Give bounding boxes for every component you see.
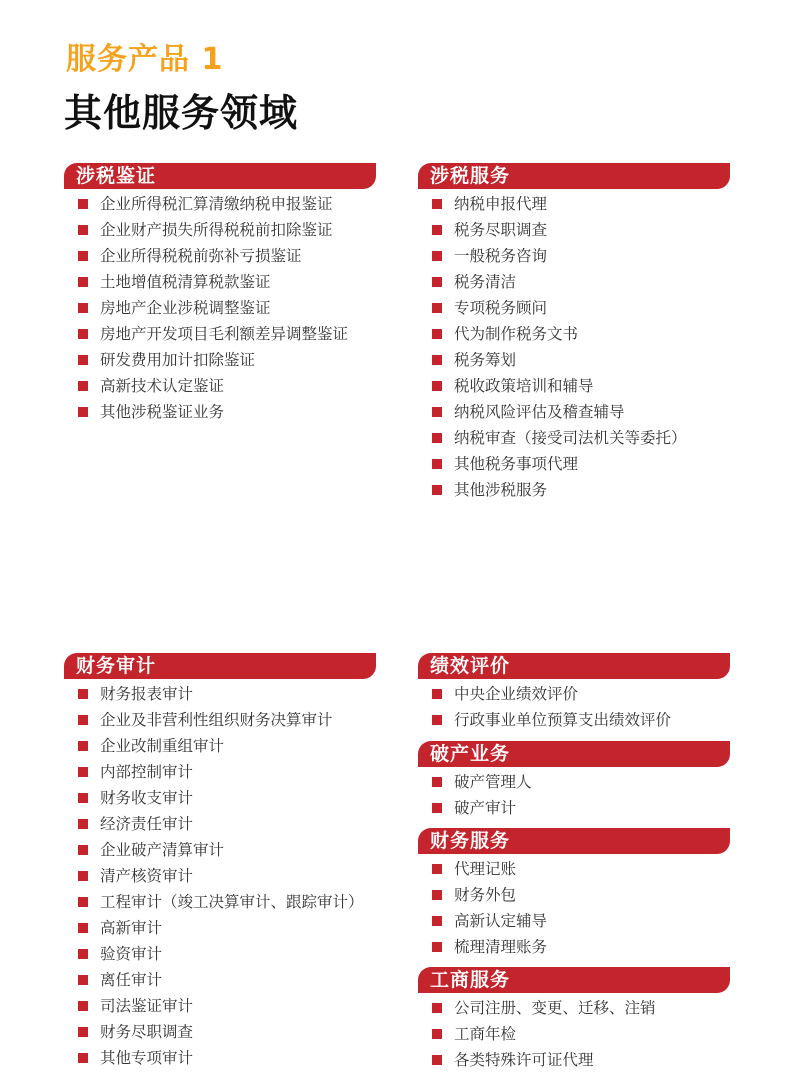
- square-bullet-icon: [78, 715, 88, 725]
- square-bullet-icon: [78, 767, 88, 777]
- square-bullet-icon: [78, 251, 88, 261]
- section-header: 涉税鉴证: [64, 163, 376, 189]
- square-bullet-icon: [78, 355, 88, 365]
- list-item: [64, 707, 376, 733]
- square-bullet-icon: [432, 485, 442, 495]
- list-item: [64, 321, 376, 347]
- square-bullet-icon: [78, 1027, 88, 1037]
- list-item: [418, 1047, 730, 1073]
- square-bullet-icon: [432, 942, 442, 952]
- section-header: 工商服务: [418, 967, 730, 993]
- list-item-label: 研发费用加计扣除鉴证: [100, 351, 256, 369]
- list-item-label: 一般税务咨询: [454, 247, 548, 265]
- square-bullet-icon: [432, 890, 442, 900]
- square-bullet-icon: [78, 845, 88, 855]
- section-items: [64, 681, 376, 1071]
- square-bullet-icon: [432, 803, 442, 813]
- list-item: [418, 217, 730, 243]
- square-bullet-icon: [78, 1053, 88, 1063]
- list-item: [64, 295, 376, 321]
- list-item-label: 梳理清理账务: [454, 938, 548, 956]
- list-item-label: 破产审计: [454, 799, 517, 817]
- list-item-label: 清产核资审计: [100, 867, 194, 885]
- section-items: [418, 856, 730, 960]
- list-item: [418, 769, 730, 795]
- square-bullet-icon: [78, 793, 88, 803]
- list-item: [64, 399, 376, 425]
- list-item: [418, 451, 730, 477]
- section-bankruptcy: [418, 741, 730, 821]
- list-item-label: 土地增值税清算税款鉴证: [100, 273, 271, 291]
- list-item-label: 企业所得税汇算清缴纳税申报鉴证: [100, 195, 333, 213]
- list-item-label: 中央企业绩效评价: [454, 685, 579, 703]
- section-tax-services: [418, 163, 730, 503]
- square-bullet-icon: [78, 1001, 88, 1011]
- list-item: [64, 681, 376, 707]
- square-bullet-icon: [78, 407, 88, 417]
- list-item-label: 财务报表审计: [100, 685, 194, 703]
- list-item: [64, 373, 376, 399]
- square-bullet-icon: [78, 949, 88, 959]
- list-item: [418, 934, 730, 960]
- list-item: [64, 269, 376, 295]
- list-item-label: 房地产企业涉税调整鉴证: [100, 299, 271, 317]
- list-item: [64, 811, 376, 837]
- list-item-label: 纳税申报代理: [454, 195, 548, 213]
- list-item: [418, 373, 730, 399]
- square-bullet-icon: [432, 329, 442, 339]
- list-item-label: 内部控制审计: [100, 763, 194, 781]
- square-bullet-icon: [432, 355, 442, 365]
- list-item: [418, 995, 730, 1021]
- list-item-label: 行政事业单位预算支出绩效评价: [454, 711, 672, 729]
- list-item: [64, 1045, 376, 1071]
- section-header: 涉税服务: [418, 163, 730, 189]
- list-item: [64, 759, 376, 785]
- square-bullet-icon: [432, 407, 442, 417]
- list-item: [418, 1021, 730, 1047]
- list-item-label: 代为制作税务文书: [454, 325, 579, 343]
- list-item: [418, 295, 730, 321]
- square-bullet-icon: [432, 381, 442, 391]
- list-item: [64, 915, 376, 941]
- list-item-label: 企业财产损失所得税税前扣除鉴证: [100, 221, 333, 239]
- list-item-label: 工商年检: [454, 1025, 517, 1043]
- list-item: [418, 399, 730, 425]
- list-item-label: 高新认定辅导: [454, 912, 548, 930]
- square-bullet-icon: [432, 777, 442, 787]
- list-item: [418, 243, 730, 269]
- list-item: [418, 707, 730, 733]
- section-performance-evaluation: [418, 653, 730, 733]
- list-item-label: 代理记账: [454, 860, 517, 878]
- square-bullet-icon: [432, 433, 442, 443]
- list-item-label: 离任审计: [100, 971, 163, 989]
- list-item: [64, 1019, 376, 1045]
- square-bullet-icon: [78, 871, 88, 881]
- list-item: [418, 908, 730, 934]
- square-bullet-icon: [78, 897, 88, 907]
- section-tax-verification: [64, 163, 376, 425]
- square-bullet-icon: [432, 1029, 442, 1039]
- list-item-label: 其他税务事项代理: [454, 455, 579, 473]
- list-item-label: 其他涉税服务: [454, 481, 548, 499]
- list-item-label: 税务筹划: [454, 351, 517, 369]
- section-items: [418, 995, 730, 1073]
- section-header: 财务审计: [64, 653, 376, 679]
- section-financial-audit: [64, 653, 376, 1071]
- square-bullet-icon: [432, 199, 442, 209]
- list-item: [418, 347, 730, 373]
- list-item: [64, 733, 376, 759]
- list-item: [418, 425, 730, 451]
- list-item: [64, 993, 376, 1019]
- list-item-label: 企业改制重组审计: [100, 737, 225, 755]
- list-item: [64, 837, 376, 863]
- section-items: [418, 191, 730, 503]
- list-item-label: 纳税风险评估及稽查辅导: [454, 403, 625, 421]
- list-item: [418, 856, 730, 882]
- list-item-label: 高新技术认定鉴证: [100, 377, 225, 395]
- square-bullet-icon: [432, 277, 442, 287]
- list-item-label: 税务清洁: [454, 273, 517, 291]
- list-item-label: 验资审计: [100, 945, 163, 963]
- square-bullet-icon: [78, 199, 88, 209]
- square-bullet-icon: [432, 689, 442, 699]
- list-item-label: 工程审计（竣工决算审计、跟踪审计）: [100, 893, 364, 911]
- list-item: [64, 967, 376, 993]
- list-item: [418, 321, 730, 347]
- square-bullet-icon: [78, 689, 88, 699]
- list-item-label: 税务尽职调查: [454, 221, 548, 239]
- list-item: [418, 269, 730, 295]
- list-item-label: 财务尽职调查: [100, 1023, 194, 1041]
- section-items: [418, 681, 730, 733]
- list-item: [64, 785, 376, 811]
- list-item: [64, 941, 376, 967]
- section-items: [418, 769, 730, 821]
- square-bullet-icon: [432, 303, 442, 313]
- list-item-label: 企业破产清算审计: [100, 841, 225, 859]
- square-bullet-icon: [432, 459, 442, 469]
- list-item-label: 公司注册、变更、迁移、注销: [454, 999, 656, 1017]
- list-item: [418, 681, 730, 707]
- list-item: [64, 217, 376, 243]
- square-bullet-icon: [432, 225, 442, 235]
- section-header: 财务服务: [418, 828, 730, 854]
- list-item: [418, 882, 730, 908]
- list-item-label: 房地产开发项目毛利额差异调整鉴证: [100, 325, 349, 343]
- list-item: [64, 243, 376, 269]
- list-item-label: 企业及非营利性组织财务决算审计: [100, 711, 333, 729]
- square-bullet-icon: [78, 225, 88, 235]
- page-subtitle: 服务产品 1: [66, 42, 224, 77]
- list-item-label: 经济责任审计: [100, 815, 194, 833]
- square-bullet-icon: [78, 381, 88, 391]
- list-item-label: 其他涉税鉴证业务: [100, 403, 225, 421]
- list-item-label: 高新审计: [100, 919, 163, 937]
- list-item-label: 破产管理人: [454, 773, 532, 791]
- square-bullet-icon: [432, 1055, 442, 1065]
- section-business-registration: [418, 967, 730, 1073]
- section-header: 破产业务: [418, 741, 730, 767]
- list-item-label: 各类特殊许可证代理: [454, 1051, 594, 1069]
- section-financial-services: [418, 828, 730, 960]
- list-item: [64, 863, 376, 889]
- section-items: [64, 191, 376, 425]
- list-item-label: 财务收支审计: [100, 789, 194, 807]
- square-bullet-icon: [432, 916, 442, 926]
- list-item-label: 司法鉴证审计: [100, 997, 194, 1015]
- page-title: 其他服务领域: [64, 91, 299, 135]
- list-item-label: 专项税务顾问: [454, 299, 548, 317]
- square-bullet-icon: [78, 329, 88, 339]
- list-item: [64, 191, 376, 217]
- square-bullet-icon: [432, 1003, 442, 1013]
- square-bullet-icon: [78, 741, 88, 751]
- list-item-label: 企业所得税税前弥补亏损鉴证: [100, 247, 302, 265]
- list-item-label: 财务外包: [454, 886, 517, 904]
- square-bullet-icon: [78, 923, 88, 933]
- square-bullet-icon: [78, 975, 88, 985]
- list-item-label: 纳税审查（接受司法机关等委托）: [454, 429, 687, 447]
- square-bullet-icon: [432, 251, 442, 261]
- section-header: 绩效评价: [418, 653, 730, 679]
- list-item-label: 税收政策培训和辅导: [454, 377, 594, 395]
- square-bullet-icon: [432, 715, 442, 725]
- list-item: [64, 347, 376, 373]
- square-bullet-icon: [78, 819, 88, 829]
- list-item: [418, 477, 730, 503]
- list-item: [418, 795, 730, 821]
- square-bullet-icon: [432, 864, 442, 874]
- list-item: [64, 889, 376, 915]
- list-item-label: 其他专项审计: [100, 1049, 194, 1067]
- square-bullet-icon: [78, 277, 88, 287]
- square-bullet-icon: [78, 303, 88, 313]
- list-item: [418, 191, 730, 217]
